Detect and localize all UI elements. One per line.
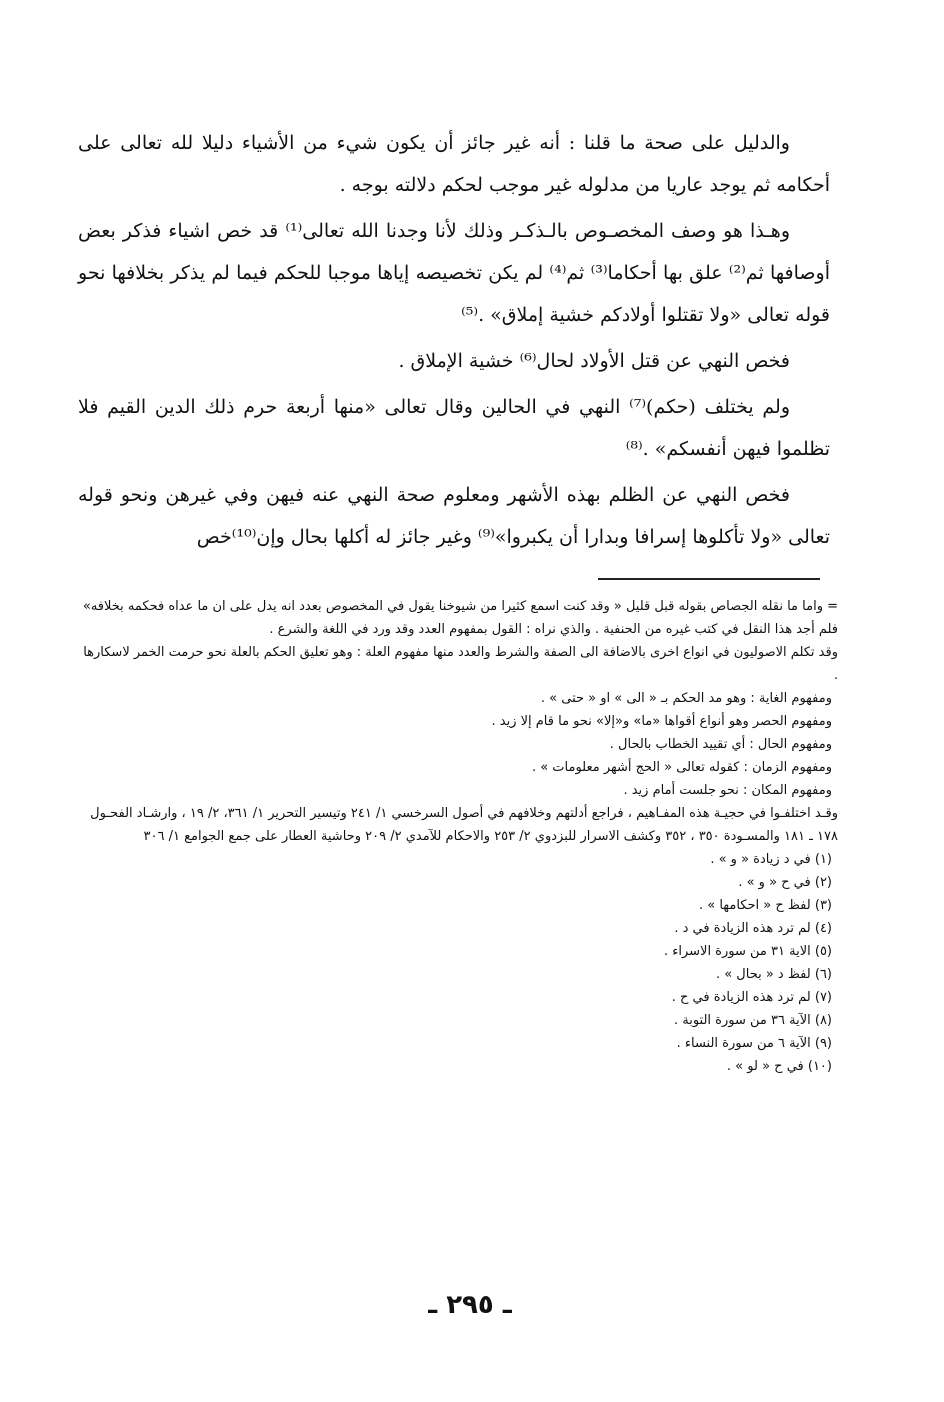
footnote-1: (١) في د زيادة « و » . xyxy=(710,852,832,867)
footnotes-section xyxy=(78,595,838,1078)
note-list-item: ومفهوم الزمان : كقوله تعالى « الحج أشهر معلومات » . xyxy=(531,760,832,775)
footnote-7: (٧) لم ترد هذه الزيادة في ح . xyxy=(671,990,832,1005)
body-paragraph: فخص النهي عن قتل الأولاد لحال⁽⁶⁾ خشية الإملاق . xyxy=(398,350,790,372)
footnote-2: (٢) في ح « و » . xyxy=(738,875,832,890)
body-paragraph: ولم يختلف (حكم)⁽⁷⁾ النهي في الحالين وقال تعالى «منها أربعة حرم ذلك الدين القيم فلا تظلموا فيهن أنفسكم» .⁽⁸⁾ xyxy=(78,396,830,460)
main-text xyxy=(78,122,830,558)
footnote-3: (٣) لفظ ح « احكامها » . xyxy=(699,898,832,913)
note-list-item: ومفهوم الحال : أي تقييد الخطاب بالحال . xyxy=(609,737,832,752)
note-continuation: وقد تكلم الاصوليون في انواع اخرى بالاضافة الى الصفة والشرط والعدد منها مفهوم العلة : وهو تعليق الحكم بالعلة نحو حرمت الخمر لاسكارها . xyxy=(83,645,838,683)
body-paragraph: وهـذا هو وصف المخصـوص بالـذكـر وذلك لأنا وجدنا الله تعالى⁽¹⁾ قد خص اشياء فذكر بعض أوصافها ثم⁽²⁾ علق بها أحكاما⁽³⁾ ثم⁽⁴⁾ لم يكن تخصيصه إياها موجبا للحكم فيما لم يذكر بخلافها نحو قوله تعالى «ولا تقتلوا أولادكم خشية إملاق» .⁽⁵⁾ xyxy=(78,220,830,326)
footnote-4: (٤) لم ترد هذه الزيادة في د . xyxy=(674,921,832,936)
footnote-10: (١٠) في ح « لو » . xyxy=(726,1059,832,1074)
footnote-5: (٥) الاية ٣١ من سورة الاسراء . xyxy=(663,944,832,959)
note-continuation: = واما ما نقله الجصاص بقوله قبل قليل « وقد كنت اسمع كثيرا من شيوخنا يقول في المخصوص بعدد انه يدل على ان ما عداه فحكمه بخلافه» فلم أجد هذا النقل في كتب غيره من الحنفية . والذي نراه : القول بمفهوم العدد وقد ورد في اللغة والشرع . xyxy=(82,599,838,637)
page-number: ـ ٢٩٥ ـ xyxy=(428,1290,512,1320)
footnote-9: (٩) الآية ٦ من سورة النساء . xyxy=(676,1036,832,1051)
body-paragraph: والدليل على صحة ما قلنا : أنه غير جائز أن يكون شيء من الأشياء دليلا لله تعالى على أحكامه ثم يوجد عاريا من مدلوله غير موجب لحكم دلالته بوجه . xyxy=(78,132,830,196)
footnote-divider xyxy=(598,578,820,580)
note-list-item: ومفهوم الغاية : وهو مد الحكم بـ « الى » او « حتى » . xyxy=(540,691,832,706)
note-list-item: ومفهوم المكان : نحو جلست أمام زيد . xyxy=(623,783,832,798)
footnote-6: (٦) لفظ د « بحال » . xyxy=(715,967,832,982)
body-paragraph: فخص النهي عن الظلم بهذه الأشهر ومعلوم صحة النهي عنه فيهن وفي غيرهن ونحو قوله تعالى «ولا تأكلوها إسرافا وبدارا أن يكبروا»⁽⁹⁾ وغير جائز له أكلها بحال وإن⁽¹⁰⁾خص xyxy=(78,484,830,548)
footnote-8: (٨) الآية ٣٦ من سورة التوبة . xyxy=(673,1013,832,1028)
note-references: وقـد اختلفـوا في حجيـة هذه المفـاهيم ، فراجع أدلتهم وخلافهم في أصول السرخسي ١/ ٢٤١ وتيسير التحرير ١/ ٣٦١، ٢/ ١٩ ، وارشـاد الفحـول ١٧٨ ـ ١٨١ والمسـودة ٣٥٠ ، ٣٥٢ وكشف الاسرار للبزدوي ٢/ ٢٥٣ والاحكام للآمدي ٢/ ٢٠٩ وحاشية العطار على جمع الجوامع ١/ ٣٠٦ xyxy=(90,806,838,844)
note-list-item: ومفهوم الحصر وهو أنواع أقواها «ما» و«إلا» نحو ما قام إلا زيد . xyxy=(491,714,832,729)
